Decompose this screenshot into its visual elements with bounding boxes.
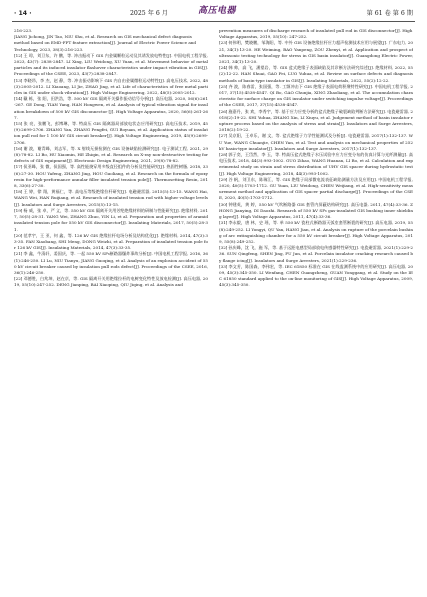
reference-number: [26] [219,108,228,114]
reference-number: [28] [219,152,228,158]
reference-text: 戴 栋，张 阳，田洪浩，等. 500 kV GIS 隔离开关操作振动信号分析[J]. 高压电器, 2020, 56(6):261-267. GE Dong, TIAN Yang, HAN Hongwen, et al. Analysis of typical vibration signal for insulation breakdown of 500 kV GIS disconnector [J]. High Voltage Apparatus, 2020, 56(6):261-267. [14,96,208,120]
reference-text: 李 鑫，牛清轩，姜国庆，等. 一起 550 kV SF₆断路器爆炸事故分析[J]. 中国电机工程学报, 2016, 36(1):246-250. LI Lu, NIU Tianyu, JIANG Guoqing, et al. Analysis of an explosion accident of 550 kV circuit breaker caused by insulation pull rods defect[J]. Proceedings of the CSEE, 2016, 36(1):246-250. [14,251,208,275]
reference-text: 邓德胜，白兆坤，赵在京，等. GIS 隔离开关用绝缘拉杆的电树变化特性及放电检测[J]. 高压电器, 2019, 55(10):247-252. DENG Jianping, BAI Xiaoping, QIU Jiqing, et al. Analysis and [14,276,208,288]
reference-text: 范孝宇，王 亚，何 鑫，等. 126 kV GIS 绝缘拉杆电场分析及结构优化[J]. 绝缘材料, 2014, 47(3):33-35. FAN Xiaobang, SHI Meng, DONG Weizhi, et al. Preparation of insulated tension pole for 126 kV GIS[J]. Insulating Materials, 2014, 47(3):33-35. [14,232,208,251]
reference-number: [25] [219,83,228,89]
reference-item [14,53,208,78]
reference-item [219,202,413,221]
reference-number: [30] [219,201,228,207]
reference-text: 王 婷，徐 翔，黄福仁，等. 高电压等级绝缘拉杆研究[J]. 电磁避雷器, 2015(5):13-15. WANG Hai, WANG Wei, HAN Ruijiang, et al. Research of insulated tension rod with higher voltage levels[J]. Insulators and Surge Arresters, 2015(5):13-15. [14,189,208,207]
issue-date: 2025 年 6 月 [130,10,168,17]
reference-number: [16] [14,145,23,151]
reference-item [219,84,413,109]
volume-issue: 第 61 卷 第 6 期 [366,10,413,17]
reference-item [219,245,413,264]
reference-number: [22] [14,276,23,282]
reference-text: 杨 威，张 卓，严 义，等. 550 kV GIS 隔离开关用芳纶绝缘材料的研制与性能研究[J]. 绝缘材料, 2017, 50(5):28-31. YANG Wei, ZHANG Zhuo, YIN Li, et al. Preparation and properties of aramid insulated tension pole for 550 kV GIS disconnector[J]. Insulating Materials, 2017, 50(5):28-31. [14,207,208,232]
reference-number: [14] [14,96,23,102]
reference-text: 齐 波，陈春雷，张国强，等. 工频冲击下 GIS 绝缘子表面电荷积聚特性研究[J]. 中国电机工程学报, 2017, 37(15):4538-4547. QI Bo, GAO Chunjia, XING Zhaoliang, et al. The accumulation characteristic for surface charge on GIS insulator under switching impulse voltage[J]. Proceedings of the CSEE, 2017, 37(15):4538-4547. [219,83,413,108]
reference-text: 何伟明，樊晓鹏，邹海阳，等. 中外 GIS 设备绝缘拉杆应力超声检测技术应用与展望[J]. 广东电力, 2021, 34(1):13-20. HE Weiming, BAO Yanpeng, ZOU Zhenyi, et al. Application and prospect of ultrasonic testing technology for stress in GIS basin insulator[J]. Guangdong Electric Power, 2021, 34(1):13-20. [219,40,413,65]
reference-item [219,152,413,177]
reference-text: 韩 帅，高 飞，潘望岩，等. GIS 盆式绝缘子表面缺陷及其诊断方法研究综述[J]. 绝缘材料, 2022, 55(2):12-22. HAN Shuai, GAO Fei, LUO Yuhua, et al. Review on surface defects and diagnosis methods of basin-type insulator in GIS[J]. Insulating Materials, 2022, 55(2):12-22. [219,65,413,83]
reference-item [219,133,413,152]
reference-number: [29] [219,176,228,182]
reference-number: [33] [219,263,228,269]
reference-continuation: JIANG Jichong, JIN Tao, NIU Shu, et al. Research on GIS mechanical defect diagnosis method based on EMD-FFT feature extraction[J]. Journal of Electric Power Science and Technology, 2023, 38(3):216-223. [14,34,197,52]
reference-text: 侯亚峰，张 微，侯国强，等. 高性能烧穿用多级直径组件的分析及性能研究[J]. 热固性树脂, 2018, 33(6):27-30. HOU Yafeng, ZHANG Jing, HOU Guoliang, et al. Research on the formula of epoxy resin for high-performance annular filler insulated tension pole[J]. Thermosetting Resin, 2018, 33(6):27-30. [14,164,208,189]
reference-text: 李文芳，陈国森，李伟宏，等. IEC 61850 标准在 GIS 在线监测系统中的应用研究[J]. 高压电器, 2009, 45(3):345-350. LI Wenfang, CHEN Guangzheng, GUAN Yonggang, et al. Study on the IEC 61850 standard applied to the on-line monitoring of GIS[J]. High Voltage Apparatus, 2009, 45(3):345-350. [219,263,413,288]
page-number: · 14 · [14,10,32,17]
reference-number: [23] [219,40,228,46]
reference-item [219,220,413,245]
reference-text: 王 琼，刘卫东，许 鹏，等. 冲击振动下 GIS 内金属颗粒运动及其诱发放电特性[J]. 中国电机工程学报, 2023, 43(7): 2838-2847. LI Xing, LIU Weidong, XU Yuan, et al. Movement behavior of metal particles and its induced insulator flashover characteristics under impact vibration in GIS[J]. Proceedings of the CSEE, 2023, 43(7):2838-2847. [14,52,208,77]
reference-number: [24] [219,65,228,71]
reference-number: [32] [219,245,228,251]
reference-item [14,78,208,97]
references-left-column [14,28,208,592]
reference-continuation: 216-223. [14,28,33,33]
reference-number: [18] [14,189,23,195]
reference-text: 施嘉丹，张 欢，李秀宇，等. 基于应力应变分析的盆式绝缘子破裂缺陷判断方法研究[J]. 电瓷避雷器, 2018(2):19-22. SHI Yuhua, ZHANG Xin, LI Xiuyu, et al. Judgement method of basin insulator rupture process based on the analysis of stress and strain[J]. Insulators and Surge Arresters, 2018(2):19-22. [219,108,413,133]
reference-item [14,121,208,146]
reference-item [219,264,413,289]
reference-number: [27] [219,133,228,139]
reference-text: 李永毅，唐 林，史 瑶，等. 单 550 kV 瓷柱式断路器灭弧室套管断裂的研究[J]. 高压电器, 2019, 55(8):249-252. LI Yongyi, QU Yan, HANG Jian, et al. Analysis on rupture of the porcelain bushing of arc extinguishing chamber for a 550 kV circuit breaker[J]. High Voltage Apparatus, 2019, 55(8):249-252. [219,220,413,244]
reference-item [14,189,208,208]
reference-item [14,208,208,233]
references-right-column [219,28,413,592]
reference-text: 钟建英，黄 婷，550 kV 气吹断路器 GIS 套管内屏蔽结构研究[J]. 高压电器, 2011, 47(4):33-36. ZHONG Jianying, DI Daozhi. Research of 550 kV SF₆ gas-insulated GIS bushing inner shielding layer[J]. High Voltage Apparatus, 2011, 47(4):33-36. [219,201,413,220]
reference-item [219,65,413,84]
reference-number: [12] [14,52,23,58]
reference-text: 谢 波，谢青峰，刘志军，等. X 射线无损检测在 GIS 设备缺陷检测研究[J]. 电子测试工程, 2021, 29(8):78-82. LI Bo, HU Xiaomin, HE Zhiqin, et al. Research on X-ray non-destructive testing for defects of GIS equipment[J]. Electronic Design Engineering, 2021, 29(8):78-82. [14,145,208,164]
reference-number: [21] [14,251,23,257]
journal-title: 高压电器 [198,6,237,16]
reference-continuation: prevention measures of discharge research of insulated pull rod in GIS disconnector[J]. High Voltage Apparatus, 2019, 55(10): 247-252. [219,28,413,40]
reference-number: [17] [14,164,23,170]
reference-text: 谷 帆，刘卫东，陈瑞江，等. GIS 绝缘子局部微电流表征缺陷测量方法及应用[J]. 中国电机工程学报, 2020, 40(5):1703-1712. GU Yuan, LIU Weidong, CHEN Weijiang, et al. High-sensitivity measurement method and application of GIS spacer partial discharge[J]. Proceedings of the CSEE, 2020, 40(5):1703-1712. [219,176,413,201]
reference-text: 郭子奕，王岱然，李 玉，等. 特高压盆式绝缘子水压试验中应力应变分布的仿真计算与光纤测量[J]. 高电压技术, 2018, 44(3):993-1002. GUO Zihao, WANG Huanan, LI Bo, et al. Calculation and experimental study on strain and stress distribution of UHV GIS spacer during hydrostatic test[J]. High Voltage Engineering, 2018, 44(3):993-1002. [219,152,413,176]
reference-number: [13] [14,77,23,83]
reference-number: [19] [14,207,23,213]
page-header [12,8,415,22]
reference-item [219,40,413,65]
reference-number: [15] [14,121,23,127]
reference-item [14,164,208,189]
reference-item [14,276,208,288]
reference-item [14,146,208,165]
reference-item [14,96,208,121]
reference-item [14,233,208,252]
reference-text: 张 亮，张鹏飞，彭博琳，等. 特高压 GIS 隔离器局部放电状态应用研究[J]. 高电压技术, 2019, 45(9):2699-2706. ZHANG Yan, ZHANG Pengfei, GUI Boyuan, et al. Application status of insulation pull rod for 1 100 kV GIS circuit breaker[J]. High Voltage Engineering, 2019, 45(9):2699-2706. [14,121,208,145]
reference-number: [31] [219,220,228,226]
reference-text: 李晓昂，李 杰，赵 静，等. 冲击振动影响下 GIS 内自由金属微粒运动特性[J]. 高电压技术, 2022, 48(3):2005-2012. LI Xiaoang, LI Jie, ZHAO Jing, et al. Life of characteristics of free metal particles in GIS under shock vibration[J]. High Voltage Engineering, 2022, 48(5):2005-2012. [14,77,208,96]
reference-number: [20] [14,232,23,238]
reference-text: 吴京阳，王卓乐，谢 文，等. 盆式绝缘子力学性能测试及分析[J]. 电瓷避雷器, 2017(1):132-137. WU Yue, WANG Chuanjie, CHEN Yan, et al. Test and analysis on mechanical properties of 252 kV basin-type insulator[J]. Insulators and Surge Arresters, 2017(1):132-137. [219,133,413,151]
reference-item [219,109,413,134]
reference-item [219,177,413,202]
reference-item [14,251,208,276]
reference-text: 孙庆峰，沈 飞，施 军，等. 基于远距电感型局部放电传感器特性研究[J]. 电瓷避雷器, 2021(1):229-236. SUN Qingfeng, SHEN Jing, FU Jun, et al. Porcelain insulator cracking research caused by flange icing[J]. Insulators and Surge Arresters, 2021(1):229-236. [219,245,413,263]
